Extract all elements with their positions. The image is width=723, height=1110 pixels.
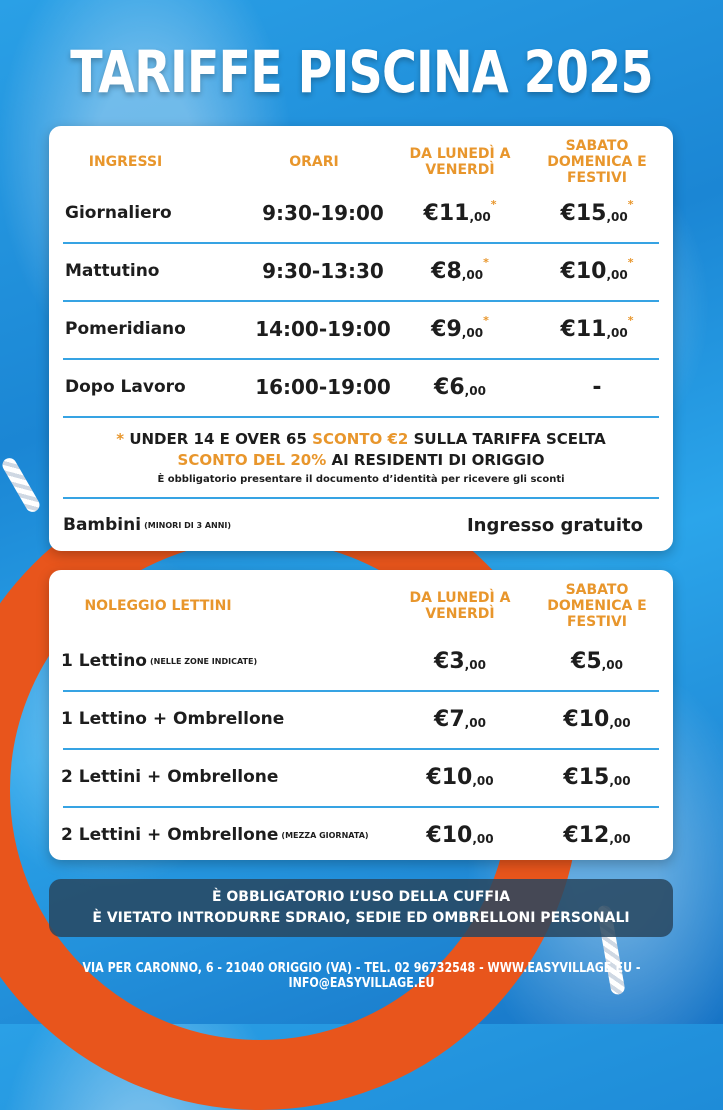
discount-note-line1 xyxy=(49,430,673,448)
ingressi-card xyxy=(49,126,673,551)
price-asterisk: * xyxy=(627,256,634,269)
banner-line2: È VIETATO INTRODURRE SDRAIO, SEDIE ED OMBRELLONI PERSONALI xyxy=(92,910,630,926)
kids-row-name xyxy=(63,496,231,554)
ingressi-row xyxy=(63,184,659,244)
row-hours: 16:00-19:00 xyxy=(255,375,391,399)
price-cell xyxy=(407,806,513,864)
row-name: Pomeridiano xyxy=(65,319,186,339)
noleggio-row xyxy=(63,690,659,750)
kids-detail: (MINORI DI 3 ANNI) xyxy=(144,520,232,530)
note-sconto-2: SCONTO €2 xyxy=(312,430,409,448)
page-title: TARIFFE PISCINA 2025 xyxy=(70,38,653,106)
noleggio-row xyxy=(63,806,659,864)
row-name: Mattutino xyxy=(65,261,160,281)
header-weekday: DA LUNEDÌ A VENERDÌ xyxy=(409,590,511,622)
price-asterisk: * xyxy=(483,314,489,327)
header-weekend: SABATO DOMENICA E FESTIVI xyxy=(547,138,647,186)
price-euro: €11 xyxy=(423,200,470,226)
price-cents: ,00 xyxy=(609,774,631,788)
row-name: 1 Lettino + Ombrellone xyxy=(61,709,285,729)
header-orari: ORARI xyxy=(289,154,339,170)
discount-note-line2 xyxy=(49,451,673,469)
price-euro: €10 xyxy=(426,822,473,848)
noleggio-card xyxy=(49,570,673,860)
price-cell xyxy=(537,300,657,358)
price-asterisk: * xyxy=(627,314,634,327)
noleggio-row xyxy=(63,748,659,808)
lifebuoy-rope xyxy=(0,456,42,515)
note-residenti: AI RESIDENTI DI ORIGGIO xyxy=(331,451,545,469)
note-under-over: UNDER 14 E OVER 65 xyxy=(129,430,307,448)
kids-label: Bambini xyxy=(63,515,142,535)
row-hours: 14:00-19:00 xyxy=(255,317,391,341)
price-euro: €15 xyxy=(563,764,610,790)
header-weekday: DA LUNEDÌ A VENERDÌ xyxy=(409,146,511,178)
price-cents: ,00 xyxy=(472,774,494,788)
price-cents: ,00 xyxy=(606,210,628,224)
footer-contacts: VIA PER CARONNO, 6 - 21040 ORIGGIO (VA) - TEL. 02 96732548 - WWW.EASYVILLAGE.EU - INFO@EASYVILLAGE.EU xyxy=(82,961,641,991)
price-cents: ,00 xyxy=(472,832,494,846)
price-asterisk: * xyxy=(483,256,489,269)
row-name: 2 Lettini + Ombrellone xyxy=(61,825,279,845)
ingressi-row xyxy=(63,242,659,302)
row-hours: 9:30-19:00 xyxy=(262,201,384,225)
ingressi-row xyxy=(63,300,659,360)
price-cell xyxy=(407,690,513,748)
header-weekend: SABATO DOMENICA E FESTIVI xyxy=(547,582,647,630)
price-cell xyxy=(407,184,513,242)
row-name: 1 Lettino xyxy=(61,651,147,671)
kids-price: Ingresso gratuito xyxy=(466,514,643,536)
price-euro: €15 xyxy=(560,200,607,226)
price-cell xyxy=(537,358,657,416)
price-euro: €8 xyxy=(431,258,462,284)
price-euro: €10 xyxy=(560,258,607,284)
row-name-wrap xyxy=(61,632,257,690)
price-cell xyxy=(407,748,513,806)
price-cell xyxy=(407,358,513,416)
price-cell xyxy=(537,242,657,300)
price-cents: ,00 xyxy=(461,268,484,282)
asterisk: * xyxy=(116,430,125,448)
row-detail: (MEZZA GIORNATA) xyxy=(281,830,369,840)
price-cell xyxy=(407,242,513,300)
row-name-wrap xyxy=(61,806,369,864)
rules-banner xyxy=(49,879,673,937)
price-euro: €11 xyxy=(560,316,607,342)
price-euro: €12 xyxy=(563,822,610,848)
ingressi-row xyxy=(63,358,659,418)
discount-note-line3: È obbligatorio presentare il documento d’identità per ricevere gli sconti xyxy=(157,474,565,485)
price-cell xyxy=(407,632,513,690)
row-hours: 9:30-13:30 xyxy=(262,259,384,283)
row-detail: (NELLE ZONE INDICATE) xyxy=(149,656,258,666)
row-name-wrap xyxy=(61,748,281,806)
price-cell xyxy=(537,632,657,690)
banner-line1: È OBBLIGATORIO L’USO DELLA CUFFIA xyxy=(211,889,511,905)
price-asterisk: * xyxy=(490,198,497,211)
price-cell xyxy=(537,806,657,864)
header-ingressi: INGRESSI xyxy=(88,154,163,170)
note-sconto-20: SCONTO DEL 20% xyxy=(177,451,327,469)
price-cell xyxy=(537,748,657,806)
price-euro: €9 xyxy=(431,316,462,342)
row-name-wrap xyxy=(61,690,287,748)
price-cents: ,00 xyxy=(464,658,486,672)
price-euro: €6 xyxy=(434,374,465,400)
price-cents: ,00 xyxy=(606,268,628,282)
price-cell xyxy=(537,690,657,748)
price-cents: ,00 xyxy=(461,326,484,340)
price-euro: €7 xyxy=(434,706,465,732)
price-cents: ,00 xyxy=(469,210,491,224)
price-cents: ,00 xyxy=(464,716,486,730)
noleggio-row xyxy=(63,632,659,692)
header-noleggio: NOLEGGIO LETTINI xyxy=(84,598,232,614)
price-euro: - xyxy=(592,374,602,400)
price-asterisk: * xyxy=(627,198,634,211)
price-euro: €5 xyxy=(571,648,602,674)
price-cents: ,00 xyxy=(609,832,631,846)
note-tariffa: SULLA TARIFFA SCELTA xyxy=(413,430,606,448)
price-cents: ,00 xyxy=(606,326,628,340)
row-name: 2 Lettini + Ombrellone xyxy=(61,767,279,787)
price-euro: €10 xyxy=(563,706,610,732)
price-euro: €3 xyxy=(434,648,465,674)
price-cell xyxy=(407,300,513,358)
price-cents: ,00 xyxy=(601,658,623,672)
price-cents: ,00 xyxy=(464,384,486,398)
price-euro: €10 xyxy=(426,764,473,790)
row-name: Giornaliero xyxy=(65,203,172,223)
row-name: Dopo Lavoro xyxy=(65,377,186,397)
price-cell xyxy=(537,184,657,242)
price-cents: ,00 xyxy=(609,716,631,730)
